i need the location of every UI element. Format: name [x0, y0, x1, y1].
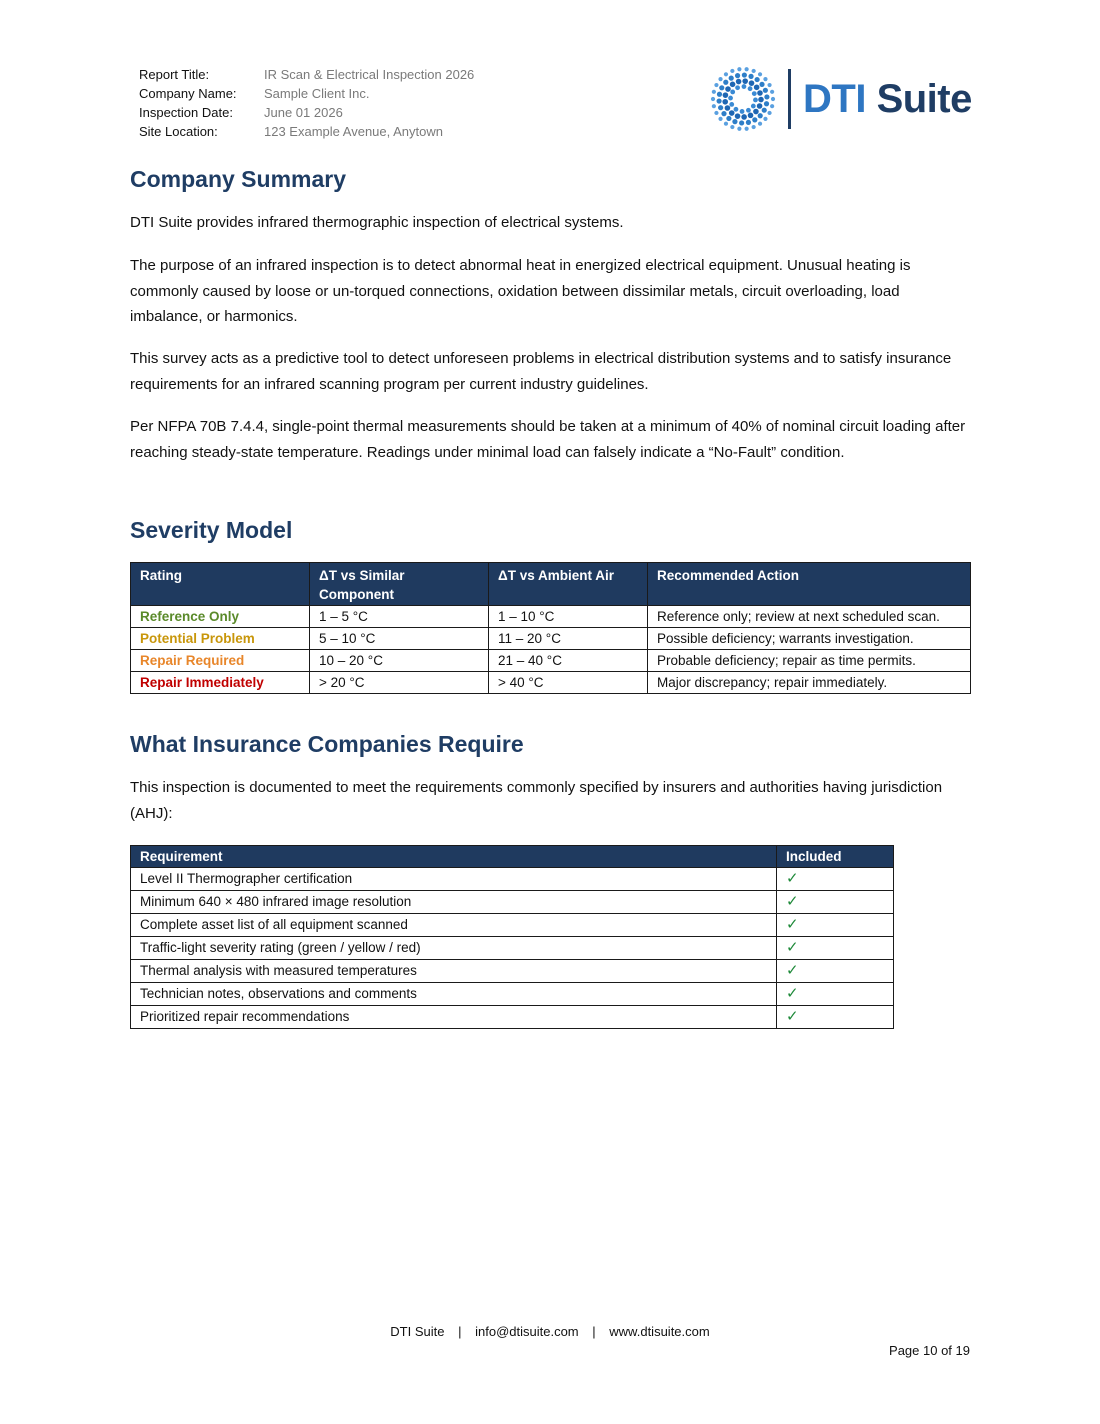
logo-dot	[736, 79, 742, 85]
section-title-insurance: What Insurance Companies Require	[130, 731, 524, 757]
checkmark-icon: ✓	[786, 916, 799, 933]
column-header: Included	[777, 846, 894, 868]
logo-dot	[758, 72, 762, 76]
logo-word-suite: Suite	[876, 76, 972, 121]
delta-ambient: 11 – 20 °C	[489, 628, 648, 650]
logo-dot	[742, 78, 748, 84]
table-row	[131, 960, 894, 983]
footer-website-link[interactable]: www.dtisuite.com	[609, 1324, 710, 1339]
logo-dot	[758, 122, 762, 126]
logo-dot	[732, 119, 737, 124]
meta-row-company-name	[139, 84, 474, 103]
logo-dot	[730, 90, 735, 95]
severity-rating: Repair Immediately	[131, 672, 310, 694]
meta-value: IR Scan & Electrical Inspection 2026	[264, 67, 475, 82]
logo-dot	[719, 85, 724, 90]
logo-dot	[762, 108, 767, 113]
requirement-label: Prioritized repair recommendations	[131, 1006, 777, 1029]
table-row	[131, 914, 894, 937]
logo-wordmark	[803, 77, 972, 122]
checkmark-icon: ✓	[786, 939, 799, 956]
delta-similar: > 20 °C	[310, 672, 489, 694]
meta-label: Inspection Date:	[139, 105, 233, 120]
delta-ambient: 21 – 40 °C	[489, 650, 648, 672]
logo-dot	[729, 110, 735, 116]
logo-dot	[751, 104, 756, 109]
severity-table	[130, 562, 971, 694]
footer-email-link[interactable]: info@dtisuite.com	[475, 1324, 579, 1339]
logo-dot	[712, 90, 716, 94]
logo-dot	[729, 76, 734, 81]
logo-dot	[746, 108, 751, 113]
logo-word-dti: DTI	[803, 76, 866, 121]
table-row	[131, 983, 894, 1006]
recommended-action: Possible deficiency; warrants investigation.	[648, 628, 971, 650]
logo-dot	[755, 77, 760, 82]
logo-dot	[734, 107, 739, 112]
logo-dot	[712, 104, 716, 108]
table-row	[131, 868, 894, 891]
logo-dot	[767, 83, 771, 87]
section-title-severity-model: Severity Model	[130, 517, 293, 543]
severity-header-row	[131, 563, 971, 606]
checkmark-icon: ✓	[786, 962, 799, 979]
meta-row-inspection-date	[139, 103, 474, 122]
section-title-company-summary: Company Summary	[130, 166, 347, 192]
logo-dot	[764, 94, 769, 99]
logo-dot	[725, 105, 731, 111]
severity-rating: Potential Problem	[131, 628, 310, 650]
logo-dot	[714, 83, 718, 87]
logo-dot	[752, 69, 756, 73]
logo-dot	[748, 74, 753, 79]
requirement-label: Technician notes, observations and comments	[131, 983, 777, 1006]
summary-paragraph: The purpose of an infrared inspection is to detect abnormal heat in energized electrical equipment. Unusual heating is commonly caused by loose or un-torqued connections, oxidation between dissimilar metals, circuit overloading, load imbalance, or harmonics.	[130, 257, 911, 325]
logo-dot	[752, 91, 757, 96]
footer-separator: |	[592, 1324, 596, 1339]
logo-dot	[729, 102, 734, 107]
logo-dot	[757, 90, 763, 96]
insurance-intro: This inspection is documented to meet the requirements commonly specified by insurers and authorities having jurisdiction (AHJ):	[130, 779, 943, 822]
logo-dot	[742, 84, 747, 89]
logo-dot	[737, 67, 741, 71]
delta-ambient: > 40 °C	[489, 672, 648, 694]
logo-dot	[752, 117, 757, 122]
logo-dot	[718, 77, 722, 81]
column-header: Recommended Action	[648, 563, 971, 606]
table-row	[131, 1006, 894, 1029]
logo-dot	[728, 96, 733, 101]
logo-dot	[745, 67, 749, 71]
summary-paragraph: This survey acts as a predictive tool to detect unforeseen problems in electrical distribution systems and to satisfy insurance requirements for an infrared scanning program per current industry guidelines.	[130, 350, 952, 393]
meta-label: Company Name:	[139, 86, 237, 101]
meta-value: 123 Example Avenue, Anytown	[264, 124, 443, 139]
checkmark-icon: ✓	[786, 985, 799, 1002]
logo-dot	[711, 97, 715, 101]
logo-dot	[730, 82, 736, 88]
delta-similar: 5 – 10 °C	[310, 628, 489, 650]
logo-dot	[735, 73, 740, 78]
footer-company: DTI Suite	[390, 1324, 445, 1339]
logo-dot	[714, 111, 718, 115]
meta-row-report-title	[139, 65, 474, 84]
logo-dot	[718, 105, 723, 110]
table-row	[131, 891, 894, 914]
requirement-label: Complete asset list of all equipment scanned	[131, 914, 777, 937]
logo-dot	[753, 109, 759, 115]
table-row	[131, 650, 971, 672]
summary-paragraph: Per NFPA 70B 7.4.4, single-point thermal measurements should be taken at a minimum of 40% of nominal circuit loading after reaching steady-state temperature. Readings under minimal load can falsely indicate a “No-Fault” condition.	[130, 418, 966, 461]
logo-dot	[758, 113, 763, 118]
logo-dot	[759, 82, 764, 87]
column-header: Rating	[131, 563, 310, 606]
delta-similar: 1 – 5 °C	[310, 606, 489, 628]
page-footer	[0, 1324, 1100, 1339]
recommended-action: Probable deficiency; repair as time permits.	[648, 650, 971, 672]
recommended-action: Reference only; review at next scheduled scan.	[648, 606, 971, 628]
logo-dot	[740, 109, 745, 114]
logo-dot	[770, 90, 774, 94]
meta-label: Report Title:	[139, 67, 210, 82]
logo-dot	[723, 80, 728, 85]
logo-dot	[724, 122, 728, 126]
delta-similar: 10 – 20 °C	[310, 650, 489, 672]
logo-dot	[717, 92, 722, 97]
recommended-action: Major discrepancy; repair immediately.	[648, 672, 971, 694]
table-row	[131, 937, 894, 960]
logo-dot	[718, 117, 722, 121]
logo-dot	[741, 114, 747, 120]
column-header: ΔT vs Similar Component	[310, 563, 489, 606]
meta-value: June 01 2026	[264, 105, 343, 120]
delta-ambient: 1 – 10 °C	[489, 606, 648, 628]
checkmark-icon: ✓	[786, 870, 799, 887]
logo-dot	[742, 72, 747, 77]
requirement-label: Level II Thermographer certification	[131, 868, 777, 891]
logo-dot	[745, 127, 749, 131]
summary-paragraph: DTI Suite provides infrared thermographic inspection of electrical systems.	[130, 214, 624, 231]
report-meta	[139, 65, 474, 141]
logo-dot	[737, 127, 741, 131]
logo-dot	[763, 88, 768, 93]
logo-dot	[754, 84, 760, 90]
logo-dot	[725, 86, 731, 92]
logo-dot	[739, 120, 744, 125]
logo-dot	[722, 99, 728, 105]
checkmark-icon: ✓	[786, 893, 799, 910]
logo-dot	[716, 98, 721, 103]
logo-divider	[788, 69, 791, 129]
column-header: ΔT vs Ambient Air	[489, 563, 648, 606]
logo-dot	[730, 69, 734, 73]
footer-separator: |	[458, 1324, 462, 1339]
checkmark-icon: ✓	[786, 1008, 799, 1025]
logo-dot	[746, 120, 751, 125]
logo-dot	[721, 111, 726, 116]
severity-rating: Repair Required	[131, 650, 310, 672]
logo-dot	[724, 72, 728, 76]
requirements-header-row	[131, 846, 894, 868]
requirement-label: Minimum 640 × 480 infrared image resolution	[131, 891, 777, 914]
logo-dot	[763, 117, 767, 121]
logo-dot	[726, 116, 731, 121]
meta-value: Sample Client Inc.	[264, 86, 370, 101]
logo-dot	[749, 80, 755, 86]
logo-dot	[723, 92, 729, 98]
logo-dot	[767, 111, 771, 115]
logo-dot	[748, 113, 754, 119]
requirement-label: Traffic-light severity rating (green / yellow / red)	[131, 937, 777, 960]
table-row	[131, 606, 971, 628]
logo-dot	[730, 125, 734, 129]
requirements-table	[130, 845, 894, 1029]
column-header: Requirement	[131, 846, 777, 868]
logo-dot	[763, 77, 767, 81]
severity-rating: Reference Only	[131, 606, 310, 628]
logo-dot	[753, 98, 758, 103]
logo-dot	[764, 101, 769, 106]
logo-dot	[757, 103, 763, 109]
logo-dot	[748, 86, 753, 91]
logo-dot	[771, 97, 775, 101]
logo-dot	[758, 97, 764, 103]
logo-dot	[770, 104, 774, 108]
meta-row-site-location	[139, 122, 474, 141]
requirement-label: Thermal analysis with measured temperatures	[131, 960, 777, 983]
page-number: Page 10 of 19	[889, 1343, 970, 1358]
logo-dot	[752, 125, 756, 129]
meta-label: Site Location:	[139, 124, 218, 139]
table-row	[131, 672, 971, 694]
dotted-ring-logo-icon	[708, 64, 778, 134]
table-row	[131, 628, 971, 650]
dti-suite-logo	[708, 64, 972, 134]
logo-dot	[735, 85, 740, 90]
logo-dot	[735, 113, 741, 119]
